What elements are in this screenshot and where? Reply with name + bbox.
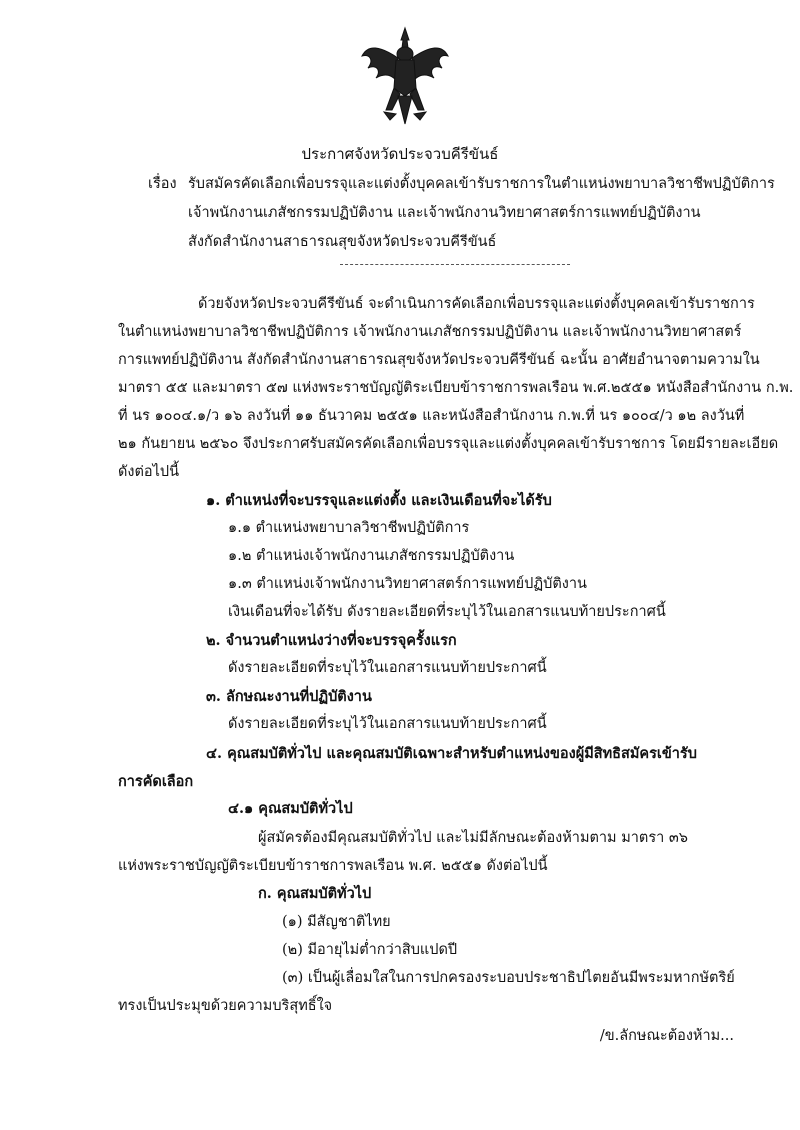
- intro-line-4: มาตรา ๕๕ และมาตรา ๕๗ แห่งพระราชบัญญัติระเบียบข้าราชการพลเรือน พ.ศ.๒๕๕๑ หนังสือสำนักงาน ก.พ.: [118, 380, 794, 396]
- section-4-1-heading: ๔.๑ คุณสมบัติทั่วไป: [228, 800, 353, 817]
- garuda-emblem: [360, 26, 450, 136]
- intro-line-2: ในตำแหน่งพยาบาลวิชาชีพปฏิบัติการ เจ้าพนักงานเภสัชกรรมปฏิบัติงาน และเจ้าพนักงานวิทยาศาสตร์: [118, 324, 742, 340]
- sub-a-item-3-continued: ทรงเป็นประมุขด้วยความบริสุทธิ์ใจ: [118, 998, 333, 1014]
- subject-line-3: สังกัดสำนักงานสาธารณสุขจังหวัดประจวบคีรีขันธ์: [188, 234, 497, 250]
- announcement-title: ประกาศจังหวัดประจวบคีรีขันธ์: [301, 145, 499, 163]
- section-1-salary: เงินเดือนที่จะได้รับ ดังรายละเอียดที่ระบุไว้ในเอกสารแนบท้ายประกาศนี้: [228, 604, 666, 620]
- subject-line-2: เจ้าพนักงานเภสัชกรรมปฏิบัติงาน และเจ้าพนักงานวิทยาศาสตร์การแพทย์ปฏิบัติงาน: [188, 205, 701, 221]
- section-3-text: ดังรายละเอียดที่ระบุไว้ในเอกสารแนบท้ายประกาศนี้: [228, 716, 547, 732]
- intro-line-6: ๒๑ กันยายน ๒๕๖๐ จึงประกาศรับสมัครคัดเลือกเพื่อบรรจุและแต่งตั้งบุคคลเข้ารับราชการ โดยมีรายละเอียด: [118, 436, 779, 452]
- section-1-item-3: ๑.๓ ตำแหน่งเจ้าพนักงานวิทยาศาสตร์การแพทย์ปฏิบัติงาน: [228, 576, 587, 592]
- section-2-text: ดังรายละเอียดที่ระบุไว้ในเอกสารแนบท้ายประกาศนี้: [228, 660, 547, 676]
- section-4-1-text-line-1: ผู้สมัครต้องมีคุณสมบัติทั่วไป และไม่มีลักษณะต้องห้ามตาม มาตรา ๓๖: [258, 830, 688, 846]
- intro-line-5: ที่ นร ๑๐๐๔.๑/ว ๑๖ ลงวันที่ ๑๑ ธันวาคม ๒๕๕๑ และหนังสือสำนักงาน ก.พ.ที่ นร ๑๐๐๔/ว ๑๒ ลงวันที่: [118, 408, 745, 424]
- sub-a-item-1: (๑) มีสัญชาติไทย: [282, 914, 391, 930]
- section-3-heading: ๓. ลักษณะงานที่ปฏิบัติงาน: [206, 688, 372, 705]
- section-1-heading: ๑. ตำแหน่งที่จะบรรจุและแต่งตั้ง และเงินเดือนที่จะได้รับ: [206, 492, 552, 509]
- section-4-1-text-line-2: แห่งพระราชบัญญัติระเบียบข้าราชการพลเรือน พ.ศ. ๒๕๕๑ ดังต่อไปนี้: [118, 858, 548, 874]
- sub-a-item-3: (๓) เป็นผู้เลื่อมใสในการปกครองระบอบประชาธิปไตยอันมีพระมหากษัตริย์: [282, 970, 735, 986]
- subject-label: เรื่อง: [148, 176, 177, 192]
- section-4-heading-line-2: การคัดเลือก: [118, 773, 194, 790]
- intro-line-7: ดังต่อไปนี้: [118, 464, 180, 480]
- section-2-heading: ๒. จำนวนตำแหน่งว่างที่จะบรรจุครั้งแรก: [206, 632, 457, 649]
- sub-a-item-2: (๒) มีอายุไม่ต่ำกว่าสิบแปดปี: [282, 942, 458, 958]
- section-1-item-1: ๑.๑ ตำแหน่งพยาบาลวิชาชีพปฏิบัติการ: [228, 520, 470, 536]
- section-4-heading-line-1: ๔. คุณสมบัติทั่วไป และคุณสมบัติเฉพาะสำหรับตำแหน่งของผู้มีสิทธิสมัครเข้ารับ: [206, 745, 697, 762]
- section-1-item-2: ๑.๒ ตำแหน่งเจ้าพนักงานเภสัชกรรมปฏิบัติงาน: [228, 548, 515, 564]
- dashed-divider: [340, 264, 570, 265]
- page-continuation: /ข.ลักษณะต้องห้าม...: [599, 1028, 734, 1044]
- subject-line-1: รับสมัครคัดเลือกเพื่อบรรจุและแต่งตั้งบุคคลเข้ารับราชการในตำแหน่งพยาบาลวิชาชีพปฏิบัติการ: [188, 176, 775, 192]
- intro-line-3: การแพทย์ปฏิบัติงาน สังกัดสำนักงานสาธารณสุขจังหวัดประจวบคีรีขันธ์ ฉะนั้น อาศัยอำนาจตามความใน: [118, 352, 760, 368]
- sub-a-heading: ก. คุณสมบัติทั่วไป: [258, 885, 372, 902]
- intro-line-1: ด้วยจังหวัดประจวบคีรีขันธ์ จะดำเนินการคัดเลือกเพื่อบรรจุและแต่งตั้งบุคคลเข้ารับราชการ: [198, 296, 755, 312]
